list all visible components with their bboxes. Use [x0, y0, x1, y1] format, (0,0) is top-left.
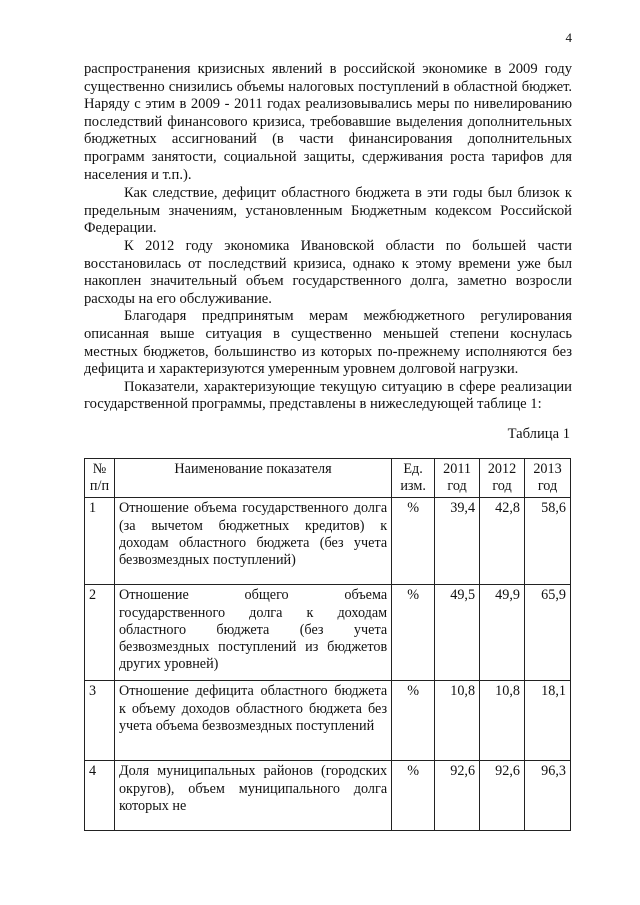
- paragraph: распространения кризисных явлений в российской экономике в 2009 году существенно снизились объемы налоговых поступлений в областной бюджет. Наряду с этим в 2009 - 2011 годах реализовывались меры по нивелированию последствий финансового кризиса, требовавшие выделения дополнительных бюджетных ассигнований (в части финансирования дополнительных программ занятости, социальной защиты, сдерживания роста тарифов для населения и т.п.).: [84, 61, 572, 183]
- page-number: 4: [565, 30, 572, 45]
- row-2012: 42,8: [480, 498, 525, 585]
- paragraph: Показатели, характеризующие текущую ситуацию в сфере реализации государственной программы, представлены в нижеследующей таблице 1:: [84, 378, 572, 413]
- row-2013: 18,1: [525, 681, 571, 761]
- row-name: Отношение общего объема государственного долга к доходам областного бюджета (без учета безвозмездных поступлений из бюджетов других уровней): [114, 585, 391, 681]
- paragraph: Благодаря предпринятым мерам межбюджетного регулирования описанная выше ситуация в существенно меньшей степени коснулась местных бюджетов, большинство из которых по-прежнему исполняются без дефицита и характеризуются умеренным уровнем долговой нагрузки.: [84, 308, 572, 378]
- row-unit: %: [392, 761, 435, 831]
- row-2012: 92,6: [480, 761, 525, 831]
- paragraph: К 2012 году экономика Ивановской области по большей части восстановилась от последствий кризиса, однако к этому времени уже был накоплен значительный объем государственного долга, заметно возросли расходы на его обслуживание.: [84, 237, 572, 307]
- header-unit: Ед. изм.: [392, 459, 435, 498]
- row-2013: 58,6: [525, 498, 571, 585]
- table-row: [85, 585, 571, 681]
- table-row: [85, 761, 571, 831]
- header-name: Наименование показателя: [114, 459, 391, 498]
- row-2011: 49,5: [435, 585, 480, 681]
- table-caption: Таблица 1: [507, 426, 570, 442]
- header-2012: 2012 год: [480, 459, 525, 498]
- row-unit: %: [392, 498, 435, 585]
- header-2013: 2013 год: [525, 459, 571, 498]
- row-2012: 10,8: [480, 681, 525, 761]
- row-unit: %: [392, 585, 435, 681]
- row-2011: 39,4: [435, 498, 480, 585]
- row-name: Доля муниципальных районов (городских округов), объем муниципального долга которых не: [114, 761, 391, 831]
- paragraph: Как следствие, дефицит областного бюджета в эти годы был близок к предельным значениям, установленным Бюджетным кодексом Российской Федерации.: [84, 185, 572, 237]
- row-num: 2: [85, 585, 115, 681]
- row-name: Отношение дефицита областного бюджета к объему доходов областного бюджета без учета объема безвозмездных поступлений: [114, 681, 391, 761]
- row-2011: 92,6: [435, 761, 480, 831]
- table-row: [85, 498, 571, 585]
- row-2012: 49,9: [480, 585, 525, 681]
- row-num: 3: [85, 681, 115, 761]
- header-num: № п/п: [85, 459, 115, 498]
- row-num: 4: [85, 761, 115, 831]
- row-name: Отношение объема государственного долга (за вычетом бюджетных кредитов) к доходам областного бюджета (без учета безвозмездных поступлений): [114, 498, 391, 585]
- table-header-row: [85, 459, 571, 498]
- indicators-table: [84, 458, 571, 831]
- header-2011: 2011 год: [435, 459, 480, 498]
- table-row: [85, 681, 571, 761]
- row-2013: 65,9: [525, 585, 571, 681]
- row-2011: 10,8: [435, 681, 480, 761]
- row-num: 1: [85, 498, 115, 585]
- row-2013: 96,3: [525, 761, 571, 831]
- row-unit: %: [392, 681, 435, 761]
